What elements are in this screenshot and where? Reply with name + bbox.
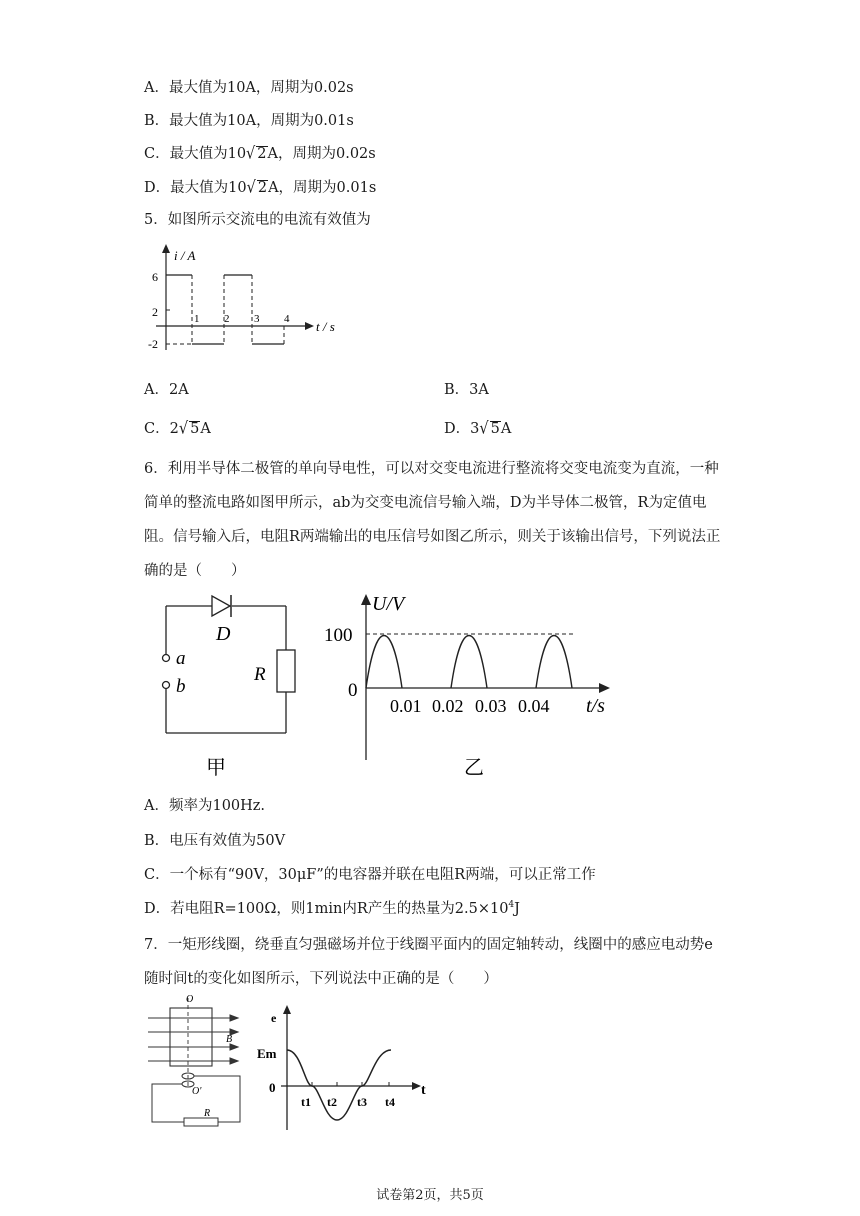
- peak-100-label: 100: [324, 625, 353, 646]
- half-wave-signal: [366, 636, 572, 689]
- q5-stem: 5．如图所示交流电的电流有效值为: [144, 212, 371, 228]
- x-tick-004: 0.04: [518, 696, 550, 716]
- x-tick-001: 0.01: [390, 696, 422, 716]
- q6-rectifier-circuit: [140, 588, 320, 788]
- q5-y-axis-label: i / A: [174, 248, 196, 263]
- q4-option-a: A．最大值为10A，周期为0.02s: [144, 80, 354, 96]
- emf-t3-label: t3: [357, 1095, 367, 1109]
- q5-square-wave-figure: [140, 240, 360, 360]
- resistor-label: R: [254, 664, 266, 685]
- q5-y-tick-6: 6: [152, 270, 158, 284]
- coil-r-label: R: [204, 1108, 211, 1119]
- terminal-a-label: a: [176, 648, 186, 669]
- emf-t2-label: t2: [327, 1095, 337, 1109]
- q7-rotating-coil-figure: [140, 994, 255, 1144]
- emf-x-label: t: [421, 1083, 426, 1098]
- q5-x-axis-label: t / s: [316, 319, 335, 334]
- diode-label: D: [216, 623, 231, 645]
- coil-b-label: B: [226, 1034, 233, 1045]
- q5-x-tick-3: 3: [254, 313, 260, 325]
- q6-option-a: A．频率为100Hz.: [144, 798, 266, 814]
- t-axis-label: t/s: [586, 695, 605, 717]
- q4-option-d: D．最大值为10√ 2A，周期为0.01s: [144, 178, 377, 198]
- q5-option-a: A．2A: [144, 382, 189, 398]
- x-tick-002: 0.02: [432, 696, 464, 716]
- q7-emf-graph: [255, 1000, 440, 1140]
- q4-option-c: C．最大值为10√ 2A，周期为0.02s: [144, 144, 376, 164]
- coil-o-label: O: [186, 994, 194, 1005]
- q5-x-tick-1: 1: [194, 313, 200, 325]
- diode-icon: [212, 596, 230, 616]
- figure-jia-caption: 甲: [206, 757, 226, 779]
- emf-curve: [287, 1050, 391, 1120]
- q5-wave: [166, 275, 284, 344]
- q5-x-tick-4: 4: [284, 313, 290, 325]
- u-axis-label: U/V: [372, 593, 405, 615]
- q6-option-b: B．电压有效值为50V: [144, 833, 286, 849]
- emf-t1-label: t1: [301, 1095, 311, 1109]
- page-footer: 试卷第2页，共5页: [376, 1188, 484, 1203]
- q5-y-tick-neg2: -2: [148, 337, 158, 351]
- x-tick-003: 0.03: [475, 696, 507, 716]
- coil-o-prime-label: O': [192, 1086, 202, 1097]
- emf-em-label: Em: [257, 1046, 277, 1061]
- figure-yi-caption: 乙: [464, 757, 484, 779]
- q4-option-b: B．最大值为10A，周期为0.01s: [144, 113, 354, 129]
- origin-label: 0: [348, 680, 358, 701]
- q5-option-c: C．2√ 5A: [144, 419, 211, 439]
- q5-option-b: B．3A: [444, 382, 489, 398]
- q6-voltage-graph: [320, 588, 620, 788]
- q5-x-tick-2: 2: [224, 313, 230, 325]
- emf-y-label: e: [271, 1011, 277, 1025]
- emf-t4-label: t4: [385, 1095, 395, 1109]
- q5-option-d: D．3√ 5A: [444, 419, 512, 439]
- q6-option-c: C．一个标有“90V，30μF”的电容器并联在电阻R两端，可以正常工作: [144, 867, 596, 883]
- q7-stem: 7．一矩形线圈，绕垂直匀强磁场并位于线圈平面内的固定轴转动，线圈中的感应电动势e随时间t的变化如图所示，下列说法中正确的是（ ）: [144, 937, 713, 987]
- q6-stem: 6．利用半导体二极管的单向导电性，可以对交变电流进行整流将交变电流变为直流，一种简单的整流电路如图甲所示，ab为交变电流信号输入端，D为半导体二极管，R为定值电阻。信号输入后，电阻R两端输出的电压信号如图乙所示，则关于该输出信号，下列说法正确的是（ ）: [144, 461, 721, 579]
- q6-option-d: D．若电阻R=100Ω，则1min内R产生的热量为$2.5\times 10^4J$: [144, 900, 520, 917]
- q5-y-tick-2: 2: [152, 305, 158, 319]
- emf-zero-label: 0: [269, 1080, 276, 1095]
- terminal-b-label: b: [176, 676, 186, 697]
